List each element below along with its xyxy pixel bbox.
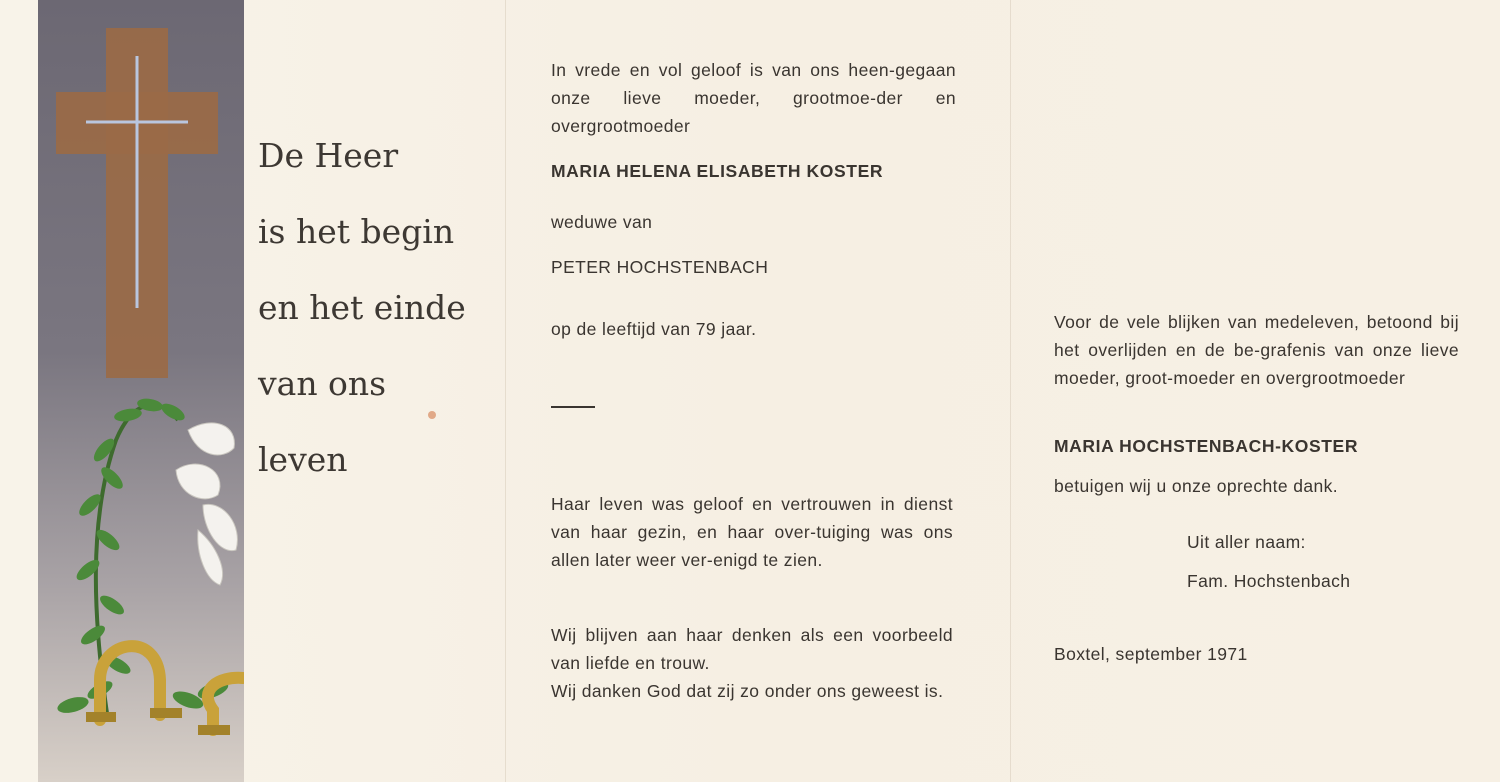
life-paragraph: Haar leven was geloof en vertrouwen in dienst van haar gezin, en haar over-tuiging was ons allen later weer ver-enigd te zien. <box>551 494 953 570</box>
fold-line <box>1010 0 1011 782</box>
signature-label: Uit aller naam: <box>1187 532 1306 552</box>
cross-icon <box>56 28 218 378</box>
remembrance-paragraph: Wij blijven aan haar denken als een voorbeeld van liefde en trouw. <box>551 625 953 673</box>
intro-text: In vrede en vol geloof is van ons heen-gegaan onze lieve moeder, grootmoe-der en overgrootmoeder <box>551 60 956 136</box>
deceased-name: MARIA HELENA ELISABETH KOSTER <box>551 161 884 181</box>
age-text: op de leeftijd van 79 jaar. <box>551 319 757 339</box>
lily-flowers-icon <box>176 423 237 585</box>
illustration-band <box>38 0 244 782</box>
thanks-text: Voor de vele blijken van medeleven, betoond bij het overlijden en de be-grafenis van onze lieve moeder, groot-moeder en overgrootmoeder <box>1054 312 1459 388</box>
verse-line: van ons <box>258 364 387 403</box>
thanks-god-paragraph: Wij danken God dat zij zo onder ons geweest is. <box>551 681 944 701</box>
widow-label: weduwe van <box>551 212 653 232</box>
husband-name: PETER HOCHSTENBACH <box>551 257 769 277</box>
closing-text: betuigen wij u onze oprechte dank. <box>1054 476 1339 496</box>
verse-line: is het begin <box>258 212 455 251</box>
place-date: Boxtel, september 1971 <box>1054 644 1248 664</box>
fold-line <box>505 0 506 782</box>
verse-line: De Heer <box>258 136 399 175</box>
cross-lily-illustration <box>38 0 244 782</box>
deceased-married-name: MARIA HOCHSTENBACH-KOSTER <box>1054 436 1359 456</box>
verse-line: leven <box>258 440 348 479</box>
paper-spot <box>428 411 436 419</box>
separator-dash <box>551 406 595 408</box>
verse-line: en het einde <box>258 288 466 327</box>
verse <box>258 118 466 498</box>
family-name: Fam. Hochstenbach <box>1187 571 1351 591</box>
